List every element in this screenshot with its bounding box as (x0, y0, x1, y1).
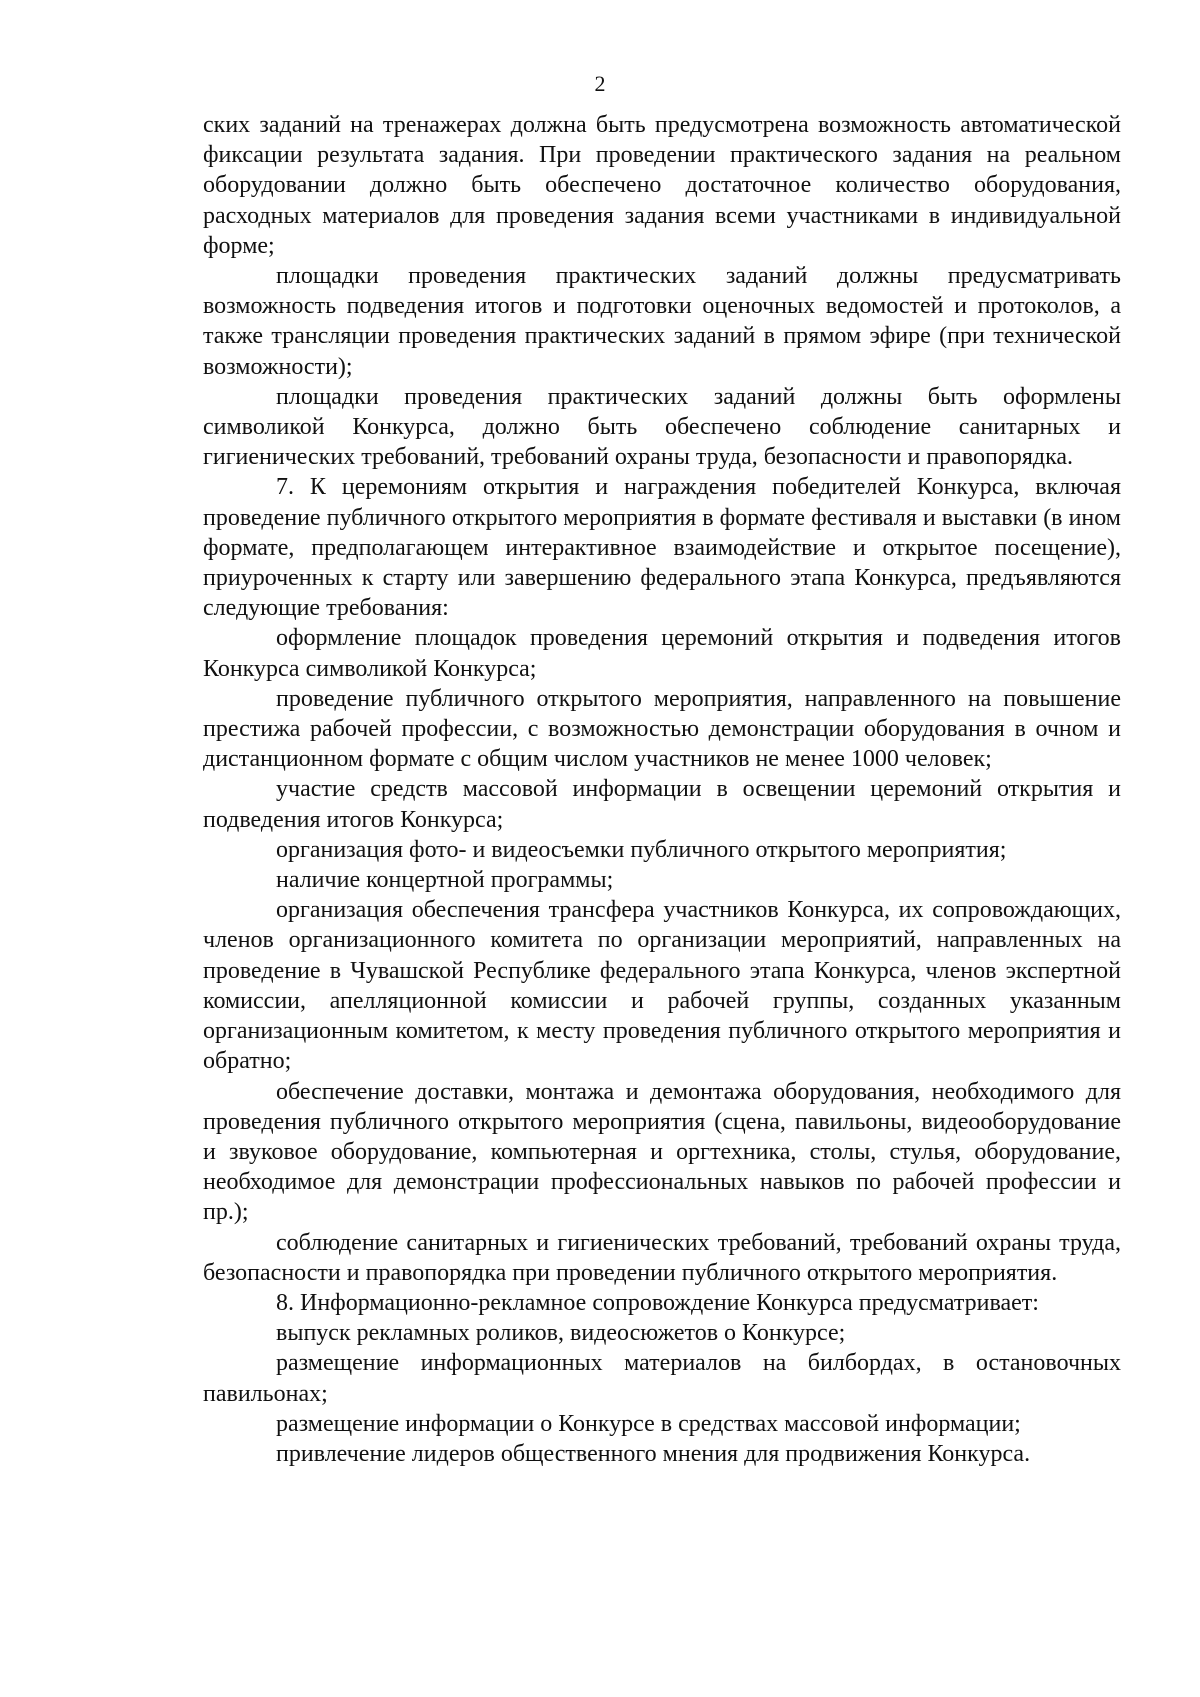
document-body (203, 110, 1121, 1469)
paragraph-item-7: 7. К церемониям открытия и награждения победителей Конкурса, включая проведение публичного открытого мероприятия в формате фестиваля и выставки (в ином формате, предполагающем интерактивное взаимодействие и открытое посещение), приуроченных к старту или завершению федерального этапа Конкурса, предъявляются следующие требования: (203, 474, 1121, 622)
paragraph-symbolics-requirements: площадки проведения практических заданий должны быть оформлены символикой Конкурса, должно быть обеспечено соблюдение санитарных и гигиенических требований, требований охраны труда, безопасности и правопорядка. (203, 383, 1121, 471)
paragraph-concert-program: наличие концертной программы; (276, 867, 614, 894)
paragraph-ads-release: выпуск рекламных роликов, видеосюжетов о Конкурсе; (276, 1320, 846, 1347)
paragraph-venue-design: оформление площадок проведения церемоний открытия и подведения итогов Конкурса символикой Конкурса; (203, 625, 1121, 682)
paragraph-media-participation: участие средств массовой информации в освещении церемоний открытия и подведения итогов Конкурса; (203, 776, 1121, 833)
paragraph-item-8: 8. Информационно-рекламное сопровождение Конкурса предусматривает: (276, 1289, 1039, 1316)
paragraph-transfer: организация обеспечения трансфера участников Конкурса, их сопровождающих, членов организационного комитета по организации мероприятий, направленных на проведение в Чувашской Республике федерального этапа Конкурса, членов экспертной комиссии, апелляционной комиссии и рабочей группы, созданных указанным организационным комитетом, к месту проведения публичного открытого мероприятия и обратно; (203, 897, 1121, 1075)
paragraph-public-event: проведение публичного открытого мероприятия, направленного на повышение престижа рабочей профессии, с возможностью демонстрации оборудования в очном и дистанционном формате с общим числом участников не менее 1000 человек; (203, 685, 1121, 773)
paragraph-opinion-leaders: привлечение лидеров общественного мнения для продвижения Конкурса. (276, 1440, 1031, 1467)
paragraph-sanitary-requirements: соблюдение санитарных и гигиенических требований, требований охраны труда, безопасности и правопорядка при проведении публичного открытого мероприятия. (203, 1229, 1121, 1286)
paragraph-mass-media: размещение информации о Конкурсе в средствах массовой информации; (276, 1410, 1021, 1437)
page-number: 2 (594, 71, 606, 96)
paragraph-billboards: размещение информационных материалов на билбордах, в остановочных павильонах; (203, 1350, 1121, 1407)
paragraph-equipment-delivery: обеспечение доставки, монтажа и демонтажа оборудования, необходимого для проведения публичного открытого мероприятия (сцена, павильоны, видеооборудование и звуковое оборудование, компьютерная и оргтехника, столы, стулья, оборудование, необходимое для демонстрации профессиональных навыков по рабочей профессии и пр.); (203, 1078, 1121, 1226)
paragraph-results-summary: площадки проведения практических заданий должны предусматривать возможность подведения итогов и подготовки оценочных ведомостей и протоколов, а также трансляции проведения практических заданий в прямом эфире (при технической возможности); (203, 263, 1121, 380)
paragraph-continuation: ских заданий на тренажерах должна быть предусмотрена возможность автоматической фиксации результата задания. При проведении практического задания на реальном оборудовании должно быть обеспечено достаточное количество оборудования, расходных материалов для проведения задания всеми участниками в индивидуальной форме; (203, 112, 1121, 259)
paragraph-photo-video: организация фото- и видеосъемки публичного открытого мероприятия; (276, 836, 1007, 863)
